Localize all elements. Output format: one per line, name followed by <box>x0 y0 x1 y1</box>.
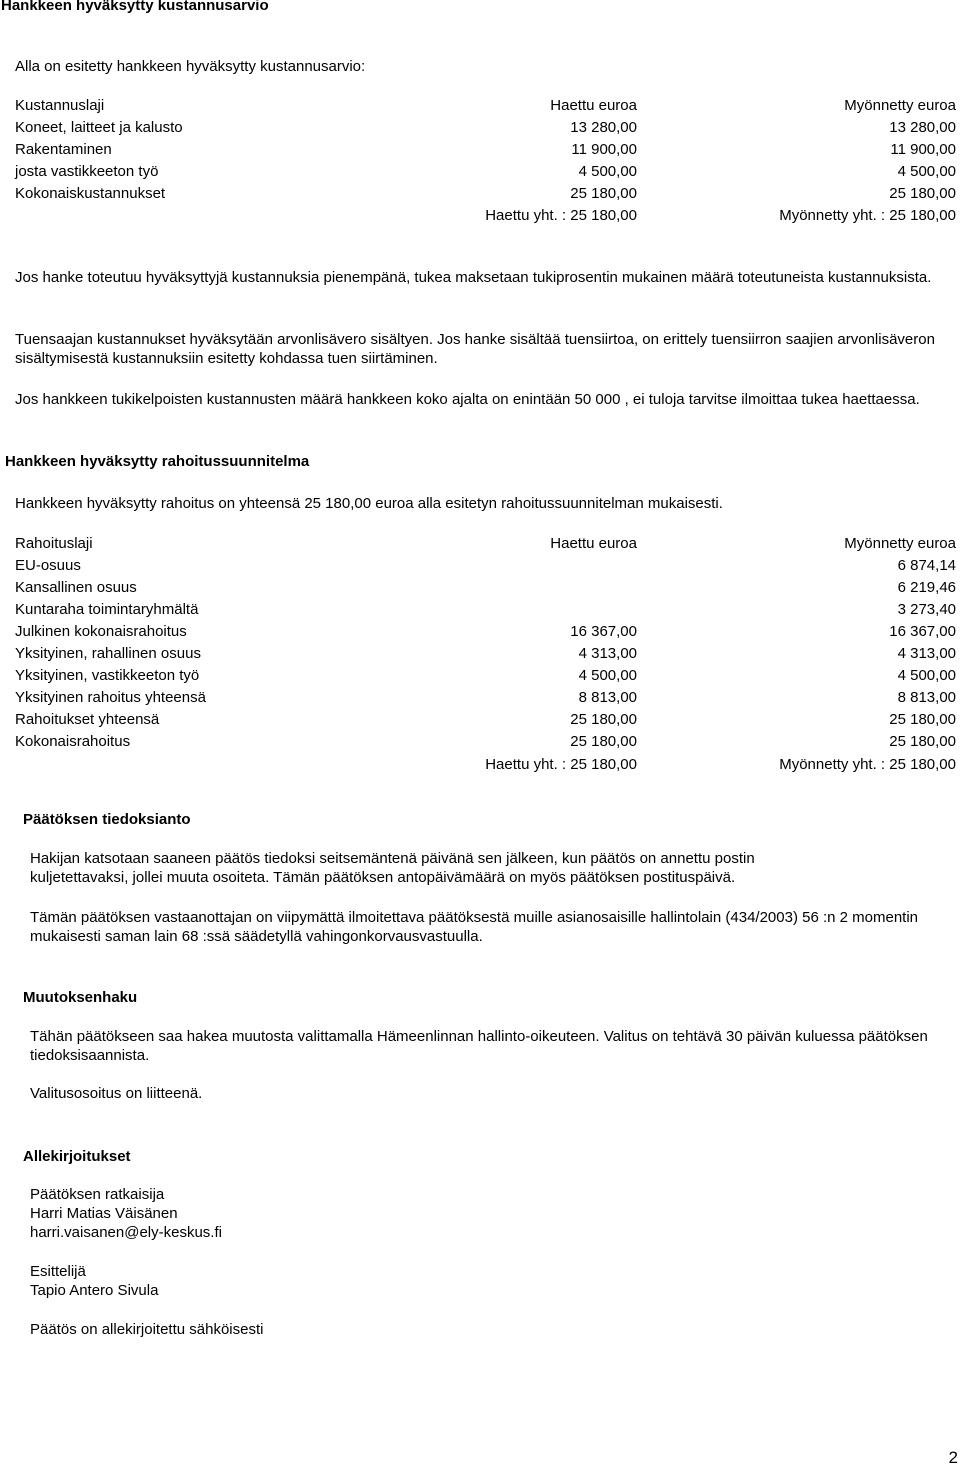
column-header: Myönnetty euroa <box>844 535 956 552</box>
funding-totals-row <box>15 756 956 776</box>
granted-amount: 8 813,00 <box>897 689 956 706</box>
applied-amount: 4 500,00 <box>578 163 637 180</box>
table-row <box>15 711 956 731</box>
column-header: Kustannuslaji <box>15 97 105 114</box>
applied-total: Haettu yht. : 25 180,00 <box>485 756 637 773</box>
row-label: Rahoitukset yhteensä <box>15 711 160 728</box>
appeal-paragraph: Tähän päätökseen saa hakea muutosta valittamalla Hämeenlinnan hallinto-oikeuteen. Valitus on tehtävä 30 päivän kuluessa päätöksen tiedoksisaannista. <box>30 1028 928 1064</box>
table-row <box>15 579 956 599</box>
decider-email: harri.vaisanen@ely-keskus.fi <box>30 1224 222 1241</box>
granted-total: Myönnetty yht. : 25 180,00 <box>779 756 956 773</box>
appeal-attachment-note: Valitusosoitus on liitteenä. <box>30 1085 203 1102</box>
funding-table-header <box>15 535 956 555</box>
table-row <box>15 689 956 709</box>
decider-role: Päätöksen ratkaisija <box>30 1186 165 1203</box>
row-label: Kansallinen osuus <box>15 579 137 596</box>
table-row <box>15 141 956 161</box>
applied-amount: 13 280,00 <box>570 119 637 136</box>
row-label: Kokonaisrahoitus <box>15 733 131 750</box>
table-row <box>15 667 956 687</box>
granted-amount: 6 874,14 <box>897 557 956 574</box>
table-row <box>15 601 956 621</box>
vat-paragraph: Tuensaajan kustannukset hyväksytään arvonlisävero sisältyen. Jos hanke sisältää tuensiirtoa, on erittely tuensiirron saajien arvonlisäveron sisältymisestä kustannuksiin esitetty kohdassa tuen siirtäminen. <box>15 331 935 367</box>
row-label: josta vastikkeeton työ <box>15 163 159 180</box>
cost-note-paragraph: Jos hanke toteutuu hyväksyttyjä kustannuksia pienempänä, tukea maksetaan tukiprosentin mukainen määrä toteutuneista kustannuksista. <box>15 269 932 286</box>
funding-intro: Hankkeen hyväksytty rahoitus on yhteensä 25 180,00 euroa alla esitetyn rahoitussuunnitelman mukaisesti. <box>15 495 723 512</box>
table-row <box>15 733 956 753</box>
cost-totals-row <box>15 207 956 227</box>
applied-amount: 11 900,00 <box>571 141 637 158</box>
page-number: 2 <box>948 1448 958 1467</box>
row-label: Kuntaraha toimintaryhmältä <box>15 601 199 618</box>
applied-amount: 25 180,00 <box>570 711 637 728</box>
applied-total: Haettu yht. : 25 180,00 <box>485 207 637 224</box>
column-header: Myönnetty euroa <box>844 97 956 114</box>
row-label: Koneet, laitteet ja kalusto <box>15 119 183 136</box>
notice-paragraph: Hakijan katsotaan saaneen päätös tiedoksi seitsemäntenä päivänä sen jälkeen, kun päätös on annettu postin kuljetettavaksi, jollei muuta osoiteta. Tämän päätöksen antopäivämäärä on myös päätöksen postituspäivä. <box>30 850 755 886</box>
notice-section-title: Päätöksen tiedoksianto <box>23 811 191 828</box>
row-label: Kokonaiskustannukset <box>15 185 166 202</box>
granted-amount: 25 180,00 <box>889 733 956 750</box>
cost-section-title: Hankkeen hyväksytty kustannusarvio <box>1 0 269 14</box>
granted-amount: 16 367,00 <box>889 623 956 640</box>
granted-amount: 13 280,00 <box>889 119 956 136</box>
applied-amount: 25 180,00 <box>570 185 637 202</box>
applied-amount: 16 367,00 <box>570 623 637 640</box>
applied-amount: 25 180,00 <box>570 733 637 750</box>
notice-paragraph: Tämän päätöksen vastaanottajan on viipymättä ilmoitettava päätöksestä muille asianosaisille hallintolain (434/2003) 56 :n 2 momentin mukaisesti saman lain 68 :ssä säädetyllä vahingonkorvausvastuulla. <box>30 909 919 945</box>
granted-amount: 4 500,00 <box>897 667 956 684</box>
presenter-name: Tapio Antero Sivula <box>30 1282 159 1299</box>
table-row <box>15 163 956 183</box>
granted-amount: 3 273,40 <box>897 601 956 618</box>
applied-amount: 4 500,00 <box>578 667 637 684</box>
presenter-role: Esittelijä <box>30 1263 86 1280</box>
table-row <box>15 645 956 665</box>
column-header: Rahoituslaji <box>15 535 93 552</box>
table-row <box>15 557 956 577</box>
income-paragraph: Jos hankkeen tukikelpoisten kustannusten määrä hankkeen koko ajalta on enintään 50 000 , ei tuloja tarvitse ilmoittaa tukea haettaessa. <box>15 391 920 408</box>
table-row <box>15 623 956 643</box>
row-label: Julkinen kokonaisrahoitus <box>15 623 187 640</box>
signatures-section-title: Allekirjoitukset <box>23 1148 131 1165</box>
granted-total: Myönnetty yht. : 25 180,00 <box>779 207 956 224</box>
granted-amount: 4 313,00 <box>897 645 956 662</box>
granted-amount: 25 180,00 <box>889 185 956 202</box>
row-label: EU-osuus <box>15 557 81 574</box>
signature-note: Päätös on allekirjoitettu sähköisesti <box>30 1321 264 1338</box>
granted-amount: 6 219,46 <box>897 579 956 596</box>
granted-amount: 11 900,00 <box>890 141 956 158</box>
granted-amount: 25 180,00 <box>889 711 956 728</box>
applied-amount: 8 813,00 <box>578 689 637 706</box>
column-header: Haettu euroa <box>550 535 637 552</box>
column-header: Haettu euroa <box>550 97 637 114</box>
decider-name: Harri Matias Väisänen <box>30 1205 178 1222</box>
row-label: Yksityinen rahoitus yhteensä <box>15 689 206 706</box>
row-label: Yksityinen, vastikkeeton työ <box>15 667 200 684</box>
row-label: Rakentaminen <box>15 141 112 158</box>
cost-table-header <box>15 97 956 117</box>
appeal-section-title: Muutoksenhaku <box>23 989 138 1006</box>
granted-amount: 4 500,00 <box>897 163 956 180</box>
table-row <box>15 119 956 139</box>
funding-section-title: Hankkeen hyväksytty rahoitussuunnitelma <box>5 453 310 470</box>
cost-intro: Alla on esitetty hankkeen hyväksytty kustannusarvio: <box>15 58 366 75</box>
table-row <box>15 185 956 205</box>
row-label: Yksityinen, rahallinen osuus <box>15 645 201 662</box>
applied-amount: 4 313,00 <box>578 645 637 662</box>
